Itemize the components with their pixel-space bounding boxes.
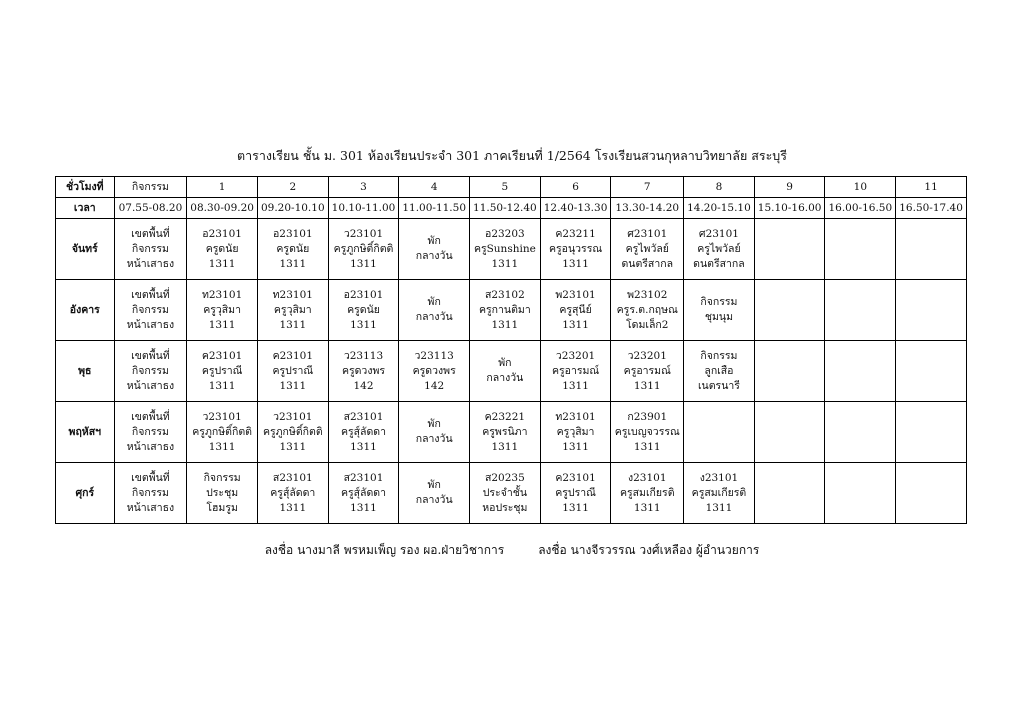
cell-line: ครูอารมณ์: [623, 364, 671, 377]
cell-line: กิจกรรม: [131, 303, 169, 316]
cell-line: อ23101: [202, 227, 242, 240]
schedule-cell: [825, 463, 896, 524]
cell-line: 1311: [208, 257, 236, 270]
cell-line: 1311: [350, 257, 377, 270]
cell-line: กิจกรรม: [203, 471, 241, 484]
day-name: จันทร์: [56, 219, 115, 280]
day-name: พุธ: [56, 341, 115, 402]
cell-line: ส23101: [343, 410, 384, 423]
schedule-cell: [896, 341, 967, 402]
period-header-row-cell: 5: [470, 177, 541, 198]
cell-line: ท23101: [272, 288, 313, 301]
time-row-cell: 11.00-11.50: [399, 198, 470, 219]
schedule-cell: [611, 280, 684, 341]
period-header-row-cell: 8: [684, 177, 755, 198]
schedule-cell: [825, 341, 896, 402]
schedule-cell: [540, 463, 611, 524]
cell-line: ส23101: [343, 471, 384, 484]
period-header-row-cell: 4: [399, 177, 470, 198]
schedule-cell: [257, 402, 328, 463]
schedule-cell: [187, 402, 258, 463]
cell-line: 1311: [208, 318, 236, 331]
cell-line: กลางวัน: [415, 494, 453, 506]
period-header-row-cell: กิจกรรม: [114, 177, 187, 198]
signature-left: ลงชื่อ นางมาลี พรหมเพ็ญ รอง ผอ.ฝ่ายวิชาการ: [264, 543, 505, 557]
cell-line: ครูดนัย: [347, 303, 380, 316]
cell-line: ครูสมเกียรติ: [619, 486, 675, 499]
cell-line: 1311: [705, 501, 733, 514]
schedule-cell: [754, 463, 825, 524]
schedule-cell: [470, 402, 541, 463]
cell-line: ครูสุนีย์: [559, 303, 592, 316]
cell-line: กลางวัน: [415, 433, 453, 445]
cell-line: เขตพื้นที่: [131, 410, 170, 423]
cell-line: ง23101: [627, 471, 667, 484]
cell-line: ดนตรีสากล: [693, 257, 745, 270]
cell-line: ครูสมเกียรติ: [691, 486, 747, 499]
cell-line: อ23101: [343, 288, 384, 301]
schedule-cell: [684, 219, 755, 280]
cell-line: ครูพรนิภา: [482, 425, 528, 438]
period-header-row-cell: 11: [896, 177, 967, 198]
day-name: อังคาร: [56, 280, 115, 341]
cell-line: อ23203: [485, 227, 525, 240]
schedule-cell: [825, 219, 896, 280]
cell-line: 1311: [562, 318, 589, 331]
cell-line: หน้าเสาธง: [126, 440, 175, 453]
cell-line: ครูปราณี: [555, 486, 596, 499]
cell-line: ว23113: [343, 349, 384, 362]
cell-line: ครูดนัย: [205, 242, 239, 255]
cell-line: ดนตรีสากล: [621, 257, 674, 270]
schedule-cell: [896, 219, 967, 280]
schedule-cell: [114, 280, 187, 341]
time-row-cell: 09.20-10.10: [257, 198, 328, 219]
schedule-cell: [896, 402, 967, 463]
day-row: [56, 402, 967, 463]
time-row-cell: 10.10-11.00: [328, 198, 399, 219]
cell-line: ส23102: [484, 288, 525, 301]
cell-line: 1311: [279, 379, 307, 392]
cell-line: ง23101: [699, 471, 739, 484]
cell-line: พัก: [427, 235, 441, 247]
schedule-cell: [328, 341, 399, 402]
day-row: [56, 463, 967, 524]
cell-line: พ23102: [627, 288, 668, 301]
cell-line: ค23221: [484, 410, 526, 423]
cell-line: 1311: [208, 379, 236, 392]
period-header-row-cell: 1: [187, 177, 258, 198]
cell-line: ครูดวงพร: [412, 364, 456, 377]
cell-line: ว23101: [343, 227, 384, 240]
cell-line: 1311: [562, 501, 589, 514]
cell-line: อ23101: [272, 227, 313, 240]
cell-line: 1311: [279, 257, 307, 270]
cell-line: ว23201: [555, 349, 596, 362]
cell-line: ค23211: [555, 227, 596, 240]
cell-line: กลางวัน: [486, 372, 524, 384]
schedule-cell: [187, 463, 258, 524]
cell-line: 1311: [350, 440, 377, 453]
cell-line: ครูวุสิมา: [203, 303, 242, 316]
time-row-cell: 16.50-17.40: [896, 198, 967, 219]
day-name: ศุกร์: [56, 463, 115, 524]
period-header-row: [56, 177, 967, 198]
cell-line: ค23101: [555, 471, 596, 484]
schedule-cell: [257, 341, 328, 402]
cell-line: ก23901: [627, 410, 668, 423]
cell-line: ท23101: [555, 410, 596, 423]
schedule-cell: [754, 402, 825, 463]
cell-line: ครูภูกษิติ์กิตติ: [333, 242, 394, 255]
cell-line: 1311: [633, 440, 661, 453]
schedule-cell: [684, 463, 755, 524]
time-row-cell: 12.40-13.30: [540, 198, 611, 219]
period-header-row-cell: 2: [257, 177, 328, 198]
schedule-cell: [684, 402, 755, 463]
period-header-row-cell: 6: [540, 177, 611, 198]
cell-line: 1311: [491, 257, 519, 270]
schedule-cell: [328, 280, 399, 341]
schedule-cell: [896, 463, 967, 524]
cell-line: ครูปราณี: [272, 364, 314, 377]
cell-line: กิจกรรม: [700, 349, 738, 362]
schedule-cell: [187, 341, 258, 402]
cell-line: ว23101: [202, 410, 242, 423]
time-row-cell: 13.30-14.20: [611, 198, 684, 219]
cell-line: ครูร.ต.กฤษณ: [616, 303, 678, 316]
cell-line: 1311: [208, 440, 236, 453]
cell-line: ศ23101: [627, 227, 668, 240]
schedule-cell: [399, 341, 470, 402]
cell-line: 1311: [350, 318, 377, 331]
period-header-row-cell: 3: [328, 177, 399, 198]
cell-line: ครูอนุวรรณ: [549, 242, 603, 255]
cell-line: ว23201: [627, 349, 667, 362]
schedule-table: [55, 176, 967, 524]
schedule-cell: [611, 463, 684, 524]
cell-line: ครูภูกษิติ์กิตติ: [192, 425, 252, 438]
cell-line: เนตรนารี: [697, 379, 740, 392]
cell-line: 1311: [491, 318, 519, 331]
schedule-cell: [684, 341, 755, 402]
schedule-cell: [187, 219, 258, 280]
cell-line: หน้าเสาธง: [126, 501, 175, 514]
cell-line: 1311: [491, 440, 519, 453]
day-row: [56, 219, 967, 280]
day-name: พฤหัสฯ: [56, 402, 115, 463]
schedule-cell: [540, 341, 611, 402]
signature-right: ลงชื่อ นางจีรวรรณ วงศ์เหลือง ผู้อำนวยการ: [538, 543, 760, 557]
cell-line: กิจกรรม: [700, 296, 738, 308]
cell-line: ครูสุ์ลัดดา: [340, 425, 387, 438]
cell-line: พัก: [498, 357, 512, 369]
cell-line: 1311: [562, 440, 589, 453]
cell-line: ประชุม: [206, 486, 239, 499]
schedule-cell: [328, 219, 399, 280]
time-row-cell: 16.00-16.50: [825, 198, 896, 219]
cell-line: ประจำชั้น: [482, 486, 528, 499]
period-header-row-cell: 7: [611, 177, 684, 198]
cell-line: ครูไพวัลย์: [625, 242, 669, 255]
cell-line: โฮมรูม: [206, 501, 238, 514]
cell-line: 1311: [633, 379, 661, 392]
schedule-cell: [611, 341, 684, 402]
cell-line: ส20235: [484, 471, 525, 484]
cell-line: กิจกรรม: [131, 364, 169, 377]
cell-line: พัก: [427, 479, 441, 491]
time-row-cell: 14.20-15.10: [684, 198, 755, 219]
cell-line: หน้าเสาธง: [126, 257, 175, 270]
schedule-cell: [611, 219, 684, 280]
page-title: ตารางเรียน ชั้น ม. 301 ห้องเรียนประจำ 301 ภาคเรียนที่ 1/2564 โรงเรียนสวนกุหลาบวิทยาลัย สระบุรี: [237, 148, 787, 163]
period-header-row-cell: ชั่วโมงที่: [56, 177, 115, 198]
cell-line: 1311: [279, 501, 307, 514]
schedule-cell: [328, 463, 399, 524]
cell-line: พ23101: [555, 288, 596, 301]
cell-line: 1311: [562, 257, 589, 270]
cell-line: ครูภูกษิติ์กิตติ: [262, 425, 323, 438]
cell-line: โดมเล็ก2: [626, 318, 669, 331]
time-row: [56, 198, 967, 219]
cell-line: ว23113: [414, 349, 454, 362]
cell-line: ครูเบญจวรรณ: [614, 425, 680, 438]
time-row-cell: เวลา: [56, 198, 115, 219]
cell-line: เขตพื้นที่: [131, 227, 170, 240]
cell-line: ว23101: [273, 410, 313, 423]
schedule-cell: [187, 280, 258, 341]
schedule-cell: [540, 402, 611, 463]
cell-line: 1311: [633, 501, 661, 514]
schedule-cell: [328, 402, 399, 463]
schedule-cell: [896, 280, 967, 341]
cell-line: ท23101: [201, 288, 243, 301]
schedule-cell: [257, 463, 328, 524]
cell-line: ครูปราณี: [201, 364, 243, 377]
cell-line: ชุมนุม: [704, 311, 734, 323]
schedule-cell: [754, 280, 825, 341]
cell-line: ค23101: [201, 349, 243, 362]
cell-line: ครูSunshine: [473, 242, 536, 255]
schedule-cell: [754, 341, 825, 402]
cell-line: กิจกรรม: [131, 425, 169, 438]
schedule-cell: [754, 219, 825, 280]
cell-line: ครูวุสิมา: [556, 425, 595, 438]
time-row-cell: 11.50-12.40: [470, 198, 541, 219]
schedule-cell: [114, 341, 187, 402]
schedule-cell: [611, 402, 684, 463]
cell-line: เขตพื้นที่: [131, 471, 170, 484]
schedule-cell: [825, 402, 896, 463]
cell-line: ครูกานติมา: [479, 303, 531, 316]
schedule-cell: [257, 219, 328, 280]
cell-line: 1311: [279, 318, 307, 331]
cell-line: ครูไพวัลย์: [697, 242, 741, 255]
cell-line: กิจกรรม: [131, 486, 169, 499]
cell-line: กิจกรรม: [131, 242, 169, 255]
schedule-cell: [825, 280, 896, 341]
cell-line: หน้าเสาธง: [126, 379, 175, 392]
schedule-cell: [540, 280, 611, 341]
cell-line: เขตพื้นที่: [131, 288, 170, 301]
schedule-cell: [114, 463, 187, 524]
schedule-cell: [114, 402, 187, 463]
cell-line: ครูดวงพร: [341, 364, 386, 377]
schedule-cell: [684, 280, 755, 341]
schedule-cell: [399, 280, 470, 341]
schedule-cell: [399, 219, 470, 280]
time-row-cell: 15.10-16.00: [754, 198, 825, 219]
cell-line: ศ23101: [698, 227, 739, 240]
cell-line: 142: [353, 379, 374, 392]
cell-line: ครูสุ์ลัดดา: [270, 486, 316, 499]
cell-line: เขตพื้นที่: [131, 349, 170, 362]
cell-line: ครูสุ์ลัดดา: [340, 486, 387, 499]
schedule-cell: [399, 402, 470, 463]
schedule-cell: [470, 463, 541, 524]
cell-line: ค23101: [272, 349, 314, 362]
cell-line: 142: [424, 379, 445, 392]
cell-line: หอประชุม: [482, 501, 528, 514]
time-row-cell: 08.30-09.20: [187, 198, 258, 219]
cell-line: ลูกเสือ: [704, 364, 734, 377]
schedule-cell: [399, 463, 470, 524]
schedule-cell: [470, 341, 541, 402]
schedule-cell: [114, 219, 187, 280]
cell-line: 1311: [279, 440, 307, 453]
schedule-cell: [257, 280, 328, 341]
cell-line: กลางวัน: [415, 250, 453, 262]
cell-line: ส23101: [272, 471, 313, 484]
schedule-cell: [540, 219, 611, 280]
cell-line: หน้าเสาธง: [126, 318, 175, 331]
cell-line: 1311: [350, 501, 377, 514]
day-row: [56, 341, 967, 402]
time-row-cell: 07.55-08.20: [114, 198, 187, 219]
cell-line: พัก: [427, 296, 441, 308]
cell-line: พัก: [427, 418, 441, 430]
cell-line: กลางวัน: [415, 311, 453, 323]
period-header-row-cell: 10: [825, 177, 896, 198]
cell-line: ครูวุสิมา: [273, 303, 312, 316]
cell-line: ครูดนัย: [276, 242, 310, 255]
day-row: [56, 280, 967, 341]
period-header-row-cell: 9: [754, 177, 825, 198]
cell-line: 1311: [562, 379, 589, 392]
cell-line: ครูอารมณ์: [551, 364, 600, 377]
schedule-cell: [470, 280, 541, 341]
schedule-cell: [470, 219, 541, 280]
signature-line: [0, 541, 1024, 560]
